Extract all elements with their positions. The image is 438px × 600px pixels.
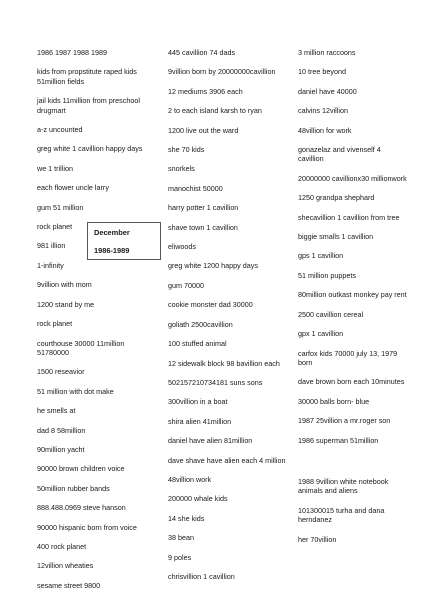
list-item: she 70 kids (168, 145, 205, 155)
list-item: 1200 live out the ward (168, 125, 239, 135)
list-item: 300villion in a boat (168, 397, 228, 407)
list-item: daniel have 40000 (298, 86, 357, 96)
list-item: goliath 2500cavillion (168, 319, 233, 329)
list-item: dave shave have alien each 4 million (168, 455, 286, 465)
list-item: 12 sidewalk block 98 bavillion each (168, 358, 280, 368)
list-item: kids from propstitute raped kids 51million fields (37, 67, 137, 86)
list-item: carfox kids 70000 july 13, 1979 born (298, 348, 398, 367)
list-item: 80million outkast monkey pay rent (298, 290, 407, 300)
column-left (37, 48, 157, 600)
list-item: 1500 reseavior (37, 367, 85, 377)
list-item: 9villion born by 20000000cavillion (168, 67, 276, 77)
list-item: shave town 1 cavillion (168, 222, 238, 232)
list-item: we 1 trillion (37, 163, 73, 173)
list-item: rock planet (37, 222, 73, 232)
list-item: gonazelaz and vivenself 4 cavillion (298, 145, 381, 164)
list-item: gum 51 million (37, 202, 84, 212)
list-item: snorkels (168, 164, 195, 174)
list-item: 1987 25villion a mr.roger son (298, 416, 391, 426)
list-item (298, 455, 408, 467)
list-item: her 70villion (298, 534, 337, 544)
list-item: 100 stuffed animal (168, 339, 227, 349)
list-item: rock planet (37, 319, 73, 329)
list-item: 3 million raccoons (298, 48, 356, 57)
list-item: 1200 stand by me (37, 299, 95, 309)
list-item: 9villion with mom (37, 280, 92, 290)
list-item: 90000 brown children voice (37, 464, 125, 474)
list-item: 888.488.0969 steve hanson (37, 503, 126, 513)
list-item: 1986 1987 1988 1989 (37, 48, 107, 57)
list-item: 51 million with dot make (37, 386, 114, 396)
list-item: cookie monster dad 30000 (168, 300, 253, 310)
list-item: eliwoods (168, 242, 196, 252)
list-item: manochist 50000 (168, 183, 223, 193)
list-item: 12 mediums 3906 each (168, 86, 243, 96)
list-item: 14 she kids (168, 513, 205, 523)
list-item: 9 poles (168, 552, 192, 562)
list-item: harry potter 1 cavillion (168, 203, 239, 213)
list-item: courthouse 30000 11million 51780000 (37, 338, 125, 357)
list-item: 20000000 cavillionx30 millionwork (298, 173, 407, 183)
list-item: 48villion for work (298, 125, 352, 135)
list-item: gpx 1 cavillion (298, 329, 344, 339)
list-item: shira alien 41million (168, 416, 232, 426)
list-item: dad 8 58million (37, 425, 86, 435)
list-item: daniel have alien 81million (168, 436, 253, 446)
list-item: 445 cavillion 74 dads (168, 48, 236, 57)
list-item: a-z uncounted (37, 125, 83, 135)
list-item: greg white 1 cavillion happy days (37, 144, 143, 154)
list-item: gum 70000 (168, 280, 204, 290)
list-item: each flower uncle larry (37, 183, 109, 193)
list-item: 101300015 turha and dana herndanez (298, 505, 385, 525)
list-item: 30000 balls born- blue (298, 396, 370, 406)
list-item: 1250 grandpa shephard (298, 193, 375, 203)
list-item: 2500 cavillion cereal (298, 309, 364, 319)
date-box-month: December (94, 228, 130, 237)
list-item: 12villion wheaties (37, 561, 94, 571)
list-item: shecavillion 1 cavillion from tree (298, 212, 400, 222)
list-item: 48villion work (168, 474, 212, 484)
list-item: 38 bean (168, 533, 194, 543)
list-item: gps 1 cavillion (298, 251, 344, 261)
list-item: 400 rock planet (37, 541, 87, 551)
list-item: 90000 hispanic born from voice (37, 522, 137, 532)
column-right (298, 48, 408, 554)
list-item: 90million yacht (37, 444, 85, 454)
list-item: 1988 9villion white notebook animals and aliens (298, 476, 389, 496)
date-box-years: 1986-1989 (94, 245, 130, 255)
list-item: biggie smalls 1 cavillion (298, 232, 374, 242)
list-item: 50million rubber bands (37, 483, 110, 493)
list-item: calvins 12villion (298, 106, 348, 116)
list-item: chrisvillion 1 cavillion (168, 571, 235, 581)
list-item: 981 illion (37, 241, 66, 251)
list-item: 1-infinity (37, 260, 64, 270)
list-item: he smells at (37, 406, 76, 416)
list-item: 2 to each island karsh to ryan (168, 106, 262, 116)
list-item: 1986 superman 51million (298, 435, 379, 445)
list-item: 200000 whale kids (168, 494, 228, 504)
list-item: 51 million puppets (298, 270, 356, 280)
list-item: 10 tree beyond (298, 67, 346, 77)
list-item: dave brown born each 10minutes (298, 377, 405, 387)
column-middle (168, 48, 286, 591)
list-item: greg white 1200 happy days (168, 261, 258, 271)
list-item: 502157210734181 suns sons (168, 377, 263, 387)
date-box (87, 222, 161, 260)
list-item: sesame street 9800 (37, 580, 101, 590)
list-item: jail kids 11million from preschool drugmart (37, 96, 140, 115)
